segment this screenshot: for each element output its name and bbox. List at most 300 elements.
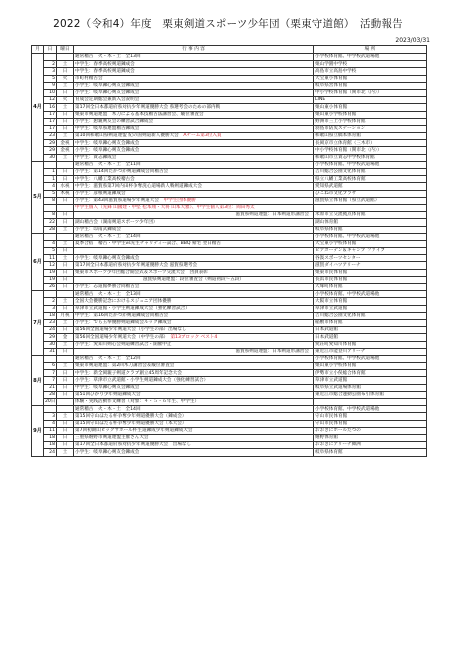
weekday-cell: 日 xyxy=(57,327,74,334)
event-text: 小学生：志道館夢勝合同稽古会 xyxy=(75,284,140,290)
table-row xyxy=(32,420,427,427)
place-cell: LINE xyxy=(314,97,427,104)
table-row xyxy=(32,190,427,197)
event-cell xyxy=(74,133,314,140)
weekday-cell: 日 xyxy=(57,434,74,441)
place-cell: 草津市立武道館 xyxy=(314,377,427,384)
event-text: 栗東市剣道連盟：第2回木刀講習会＆級位審査会 xyxy=(75,363,175,369)
place-cell: 栗山東小学校体育館 xyxy=(314,111,427,118)
place-cell: 小学校体育館、中学校武道場他 xyxy=(314,355,427,362)
header-month: 月 xyxy=(32,46,44,54)
weekday-cell: 日 xyxy=(57,262,74,269)
day-cell: 4 xyxy=(44,240,57,247)
place-cell: 野洲市三上小学校体育館 xyxy=(314,118,427,125)
table-row xyxy=(32,82,427,89)
weekday-cell: 木祝 xyxy=(57,190,74,197)
event-cell xyxy=(74,125,314,132)
weekday-cell: 日 xyxy=(57,219,74,226)
day-cell: 16 xyxy=(44,104,57,111)
event-cell xyxy=(74,384,314,391)
weekday-cell: 日 xyxy=(57,111,74,118)
place-cell: 高島市立高島中学校 xyxy=(314,68,427,75)
event-text: 第15回守山ほたる杯争奪少年剣道優勝大会（錬成会） xyxy=(75,413,187,419)
table-row xyxy=(32,111,427,118)
day-cell: 7 xyxy=(44,377,57,384)
event-cell xyxy=(74,269,314,276)
event-text: 小学生：第14回たかつが剣道錬成会同稽古会 xyxy=(75,169,169,175)
table-row xyxy=(32,413,427,420)
day-cell: 19 xyxy=(44,276,57,283)
day-cell: 12 xyxy=(44,97,57,104)
table-row xyxy=(32,75,427,82)
table-row xyxy=(32,240,427,247)
table-row xyxy=(32,355,427,362)
event-cell xyxy=(74,219,314,226)
event-text: 夏季合宿 稽古・中学生vs先生チャリティー試合、BBQ 帰宅 翌日稽古 xyxy=(75,241,221,247)
month-cell: 7月 xyxy=(32,291,44,356)
place-cell: 伊勢市立小俣総合体育館 xyxy=(314,370,427,377)
place-cell: 岐阜県立武道場体育館 xyxy=(314,384,427,391)
day-cell: 6 xyxy=(44,363,57,370)
event-text: 第56回全国道場少年剣道大会（小学生の部）出場なし xyxy=(75,327,187,333)
table-row xyxy=(32,226,427,233)
weekday-cell: 日 xyxy=(57,269,74,276)
day-cell: 18 xyxy=(44,434,57,441)
event-text: 中学生：第16回たかつが剣道錬成会同稽古会 xyxy=(75,313,169,319)
place-cell: 日本武道館 xyxy=(314,327,427,334)
day-cell: 11 xyxy=(44,427,57,434)
place-cell: 栗山東小学校体育館 xyxy=(314,363,427,370)
place-cell: 稲敷市体育館 xyxy=(314,319,427,326)
event-cell xyxy=(74,240,314,247)
event-cell xyxy=(74,233,314,240)
place-cell: 大宝東小体育館 xyxy=(314,75,427,82)
place-cell: 草津市立武道館 xyxy=(314,305,427,312)
table-row xyxy=(32,147,427,154)
event-cell xyxy=(74,449,314,456)
event-text: 中学生：岐阜錬心剣友会錬成会 xyxy=(75,140,140,146)
place-cell xyxy=(314,399,427,406)
event-text: 通常稽古 火・木・土 全14回 xyxy=(75,406,141,412)
event-text: 三重県嬉野市剣道連盟主催さん大会 xyxy=(75,435,149,441)
table-row xyxy=(32,68,427,75)
place-cell: 小学校体育館、中学校武道場他 xyxy=(314,406,427,413)
table-row xyxy=(32,406,427,413)
weekday-cell: 土 xyxy=(57,449,74,456)
place-cell: 愛荘町愛知川体育館 xyxy=(314,341,427,348)
day-cell: 10 xyxy=(44,89,57,96)
table-body xyxy=(32,54,427,457)
result-text: 中学生個人（先鋒 山國建・中堅 松本翔・大将 山本大雅）、中学生個人第3位：岡田秀太 xyxy=(75,205,255,211)
table-row xyxy=(32,449,427,456)
place-cell: おおきにホールたつの xyxy=(314,427,427,434)
event-text: 栗東市スポーツ少年団総合開会式＆スポーツ交流大会 団員表彰 xyxy=(75,269,208,275)
table-row xyxy=(32,176,427,183)
event-note: Aチーム第3位入賞 xyxy=(178,133,222,139)
table-row xyxy=(32,276,427,283)
weekday-cell xyxy=(57,291,74,298)
table-row xyxy=(32,183,427,190)
event-cell xyxy=(74,255,314,262)
event-text: 小学生：印南式錬成会 xyxy=(75,226,121,232)
event-cell xyxy=(74,75,314,82)
place-cell: ピアガーデン＆キャンプ ファイブ xyxy=(314,248,427,255)
table-row xyxy=(32,89,427,96)
event-cell xyxy=(74,204,314,211)
event-text: 中学生：岐阜県連盟稽古錬成会 xyxy=(75,126,140,132)
place-cell: 栗山東小体育館 xyxy=(314,104,427,111)
day-cell: 5 xyxy=(44,190,57,197)
event-cell xyxy=(74,348,314,355)
event-text: 小学生：岐阜錬心剣友会錬成会 xyxy=(75,90,140,96)
table-row xyxy=(32,169,427,176)
event-cell xyxy=(74,284,314,291)
event-cell xyxy=(74,319,314,326)
table-row xyxy=(32,104,427,111)
day-cell: 20日 xyxy=(45,399,56,405)
event-cell xyxy=(74,291,314,298)
result-text: 中学生団体優勝 xyxy=(158,198,196,204)
day-cell: 24 xyxy=(44,449,57,456)
place-cell: 嬉野体育館 xyxy=(314,434,427,441)
day-cell: 12 xyxy=(44,262,57,269)
day-cell: 29 xyxy=(44,334,57,341)
event-text: 体験・実践活動作文練習（対象：４・５・６年生、中学生） xyxy=(75,399,200,405)
table-row xyxy=(32,370,427,377)
day-cell: 7 xyxy=(44,370,57,377)
weekday-cell: 日 xyxy=(57,420,74,427)
place-cell: 大宝東小学校体育館 xyxy=(314,240,427,247)
place-cell: ひこね市文化プラザ xyxy=(314,190,427,197)
event-cell xyxy=(74,413,314,420)
table-row xyxy=(32,233,427,240)
event-cell xyxy=(74,262,314,269)
event-cell xyxy=(74,154,314,161)
event-cell xyxy=(74,406,314,413)
event-text: 第15回守山ほたる杯争奪少年剣道優勝大会（本大会） xyxy=(75,420,187,426)
weekday-cell: 土 xyxy=(57,82,74,89)
weekday-cell: 土 xyxy=(57,154,74,161)
weekday-cell: 日 xyxy=(57,370,74,377)
place-cell: 小学校体育館、中学校武道場他 xyxy=(314,161,427,168)
weekday-cell: 日 xyxy=(57,305,74,312)
day-cell: 1 xyxy=(44,169,57,176)
place-cell: 滋賀県立体育館（県立武道館） xyxy=(314,197,427,204)
event-text: 小学生：でら玉拳優勝剣道錬成会ルック錬成会 xyxy=(75,320,172,326)
day-cell: 5 xyxy=(44,248,57,255)
place-cell: 吉川総合公園文化体育館 xyxy=(314,169,427,176)
day-cell: 22 xyxy=(44,219,57,226)
table-header-row xyxy=(32,46,427,54)
day-cell xyxy=(44,204,57,211)
event-cell xyxy=(74,183,314,190)
table-row xyxy=(32,262,427,269)
weekday-cell: 土 xyxy=(57,413,74,420)
place-cell: 東近江市能登川アリーナ xyxy=(314,348,427,355)
place-cell: 小学校体育館、中学校武道場他 xyxy=(314,291,427,298)
event-cell xyxy=(74,97,314,104)
event-text: 中学生：新全岡親子剣道クラブ創立45周年記念大会 xyxy=(75,370,182,376)
event-text: 通常稽古 火・木・土 全12回 xyxy=(75,356,141,362)
weekday-cell: 日 xyxy=(57,89,74,96)
event-text: 小学生：岐阜錬心剣友会錬成会 xyxy=(75,255,140,261)
event-text: 小学生：草津市立武道館・小学生剣道錬成大会（強化練習試合） xyxy=(75,377,209,383)
day-cell: 29 xyxy=(44,147,57,154)
table-row xyxy=(32,348,427,355)
weekday-cell: 日 xyxy=(57,118,74,125)
place-cell: 中小学校体育館（関市北〈内〉） xyxy=(314,147,427,154)
place-cell: 日本武道館 xyxy=(314,334,427,341)
table-row xyxy=(32,125,427,132)
header-event: 行 事 内 容 xyxy=(74,46,314,54)
day-cell: 18 xyxy=(44,312,57,319)
header-weekday: 曜日 xyxy=(57,46,74,54)
day-cell: 19 xyxy=(44,269,57,276)
month-cell: 8月 xyxy=(32,355,44,405)
event-cell xyxy=(74,140,314,147)
place-cell: 岐阜県営体育館 xyxy=(314,82,427,89)
day-cell: 8 xyxy=(44,212,57,219)
event-cell xyxy=(74,169,314,176)
report-date: 2023/03/31 xyxy=(395,37,430,44)
event-text: 第17回全日本都道府県対抗少年剣道優勝大会 県選考会のための部内戦 xyxy=(75,104,221,110)
event-text: 第17回全日本都道府県対抗少年剣道優勝大会 出場なし xyxy=(75,442,192,448)
weekday-cell: 日 xyxy=(57,68,74,75)
weekday-cell: 火 xyxy=(57,75,74,82)
table-row xyxy=(32,118,427,125)
weekday-cell: 水祝 xyxy=(57,183,74,190)
event-cell xyxy=(74,161,314,168)
place-cell: 小学校体育館、中学校武道場他 xyxy=(314,54,427,61)
weekday-cell xyxy=(57,355,74,362)
weekday-cell: 日 xyxy=(57,212,74,219)
weekday-cell xyxy=(57,406,74,413)
event-text: 滋賀県剣道連盟：日本剣道形講習会 xyxy=(235,349,309,355)
event-text: 草津市立武道館・小学生剣道錬成大会（強化練習試合） xyxy=(75,305,190,311)
event-cell xyxy=(74,355,314,362)
table-row xyxy=(32,269,427,276)
place-cell: 米原市立交流拠点体育館 xyxy=(314,212,427,219)
activity-table xyxy=(31,45,427,457)
table-row xyxy=(32,161,427,168)
table-row xyxy=(32,399,427,406)
event-text: 中学生：春季高校剣道錬成会 xyxy=(75,61,135,67)
event-cell xyxy=(74,68,314,75)
event-cell xyxy=(74,434,314,441)
event-text: 通常稽古 火・木・土 全13回 xyxy=(75,54,141,60)
weekday-cell: 金 xyxy=(57,334,74,341)
event-cell xyxy=(74,427,314,434)
table-row xyxy=(32,204,427,211)
weekday-cell xyxy=(57,54,74,61)
place-cell: 長岡京市立体育館（三木市） xyxy=(314,140,427,147)
event-cell xyxy=(74,363,314,370)
weekday-cell: 日 xyxy=(57,169,74,176)
day-cell xyxy=(44,291,57,298)
event-text: 小学生：岐阜錬心剣友会錬成会 xyxy=(75,449,140,455)
month-cell: 6月 xyxy=(32,233,44,291)
event-cell xyxy=(74,61,314,68)
day-cell: 23 xyxy=(44,319,57,326)
day-cell xyxy=(44,161,57,168)
weekday-cell: 日 xyxy=(57,276,74,283)
event-cell xyxy=(74,104,314,111)
weekday-cell: 日 xyxy=(57,384,74,391)
event-cell xyxy=(74,370,314,377)
event-cell xyxy=(74,341,314,348)
event-text: 第10回和歌山県剣道連盟 紀の国剣道新人優勝大会 xyxy=(75,133,179,139)
place-cell: 大塚町体育館 xyxy=(314,284,427,291)
table-row xyxy=(32,427,427,434)
place-cell: おおきにアリーナ舞洲 xyxy=(314,442,427,449)
day-cell: 17 xyxy=(44,118,57,125)
event-cell xyxy=(74,391,314,398)
weekday-cell: 土 xyxy=(57,319,74,326)
place-cell: 和歌山県立橋本体育館 xyxy=(314,133,427,140)
event-text: 小学生：第43回滋賀県道場少年剣道大会 xyxy=(75,198,159,204)
event-text: 通常稽古 火・木・土 全14回 xyxy=(75,234,141,240)
page-title: 2022（令和4）年度 栗東剣道スポーツ少年団（栗東守道館） 活動報告 xyxy=(53,18,403,30)
table-row xyxy=(32,434,427,441)
place-cell: 東近江市総合運動公園布引体育館 xyxy=(314,391,427,398)
table-row xyxy=(32,291,427,298)
day-cell: 23 xyxy=(44,133,57,140)
table-row xyxy=(32,334,427,341)
event-text: 栗東市剣道連盟 木刀による基本技稽古法講習会、級位審査会 xyxy=(75,111,204,117)
table-row xyxy=(32,312,427,319)
day-cell xyxy=(44,54,57,61)
table-row xyxy=(32,61,427,68)
day-cell: 28 xyxy=(44,391,57,398)
month-cell: 5月 xyxy=(32,161,44,233)
weekday-cell: 土 xyxy=(57,240,74,247)
event-cell xyxy=(74,420,314,427)
table-row xyxy=(32,219,427,226)
weekday-cell: 土 xyxy=(57,363,74,370)
place-cell: 滋賀ダイハツアリーナ xyxy=(314,262,427,269)
weekday-cell: 金祝 xyxy=(57,140,74,147)
event-cell xyxy=(74,82,314,89)
place-cell: 中小学校体育館（関市北〈内〉） xyxy=(314,89,427,96)
event-cell xyxy=(74,118,314,125)
place-cell: 守山市民体育館 xyxy=(314,413,427,420)
day-cell: 30 xyxy=(44,341,57,348)
weekday-cell: 日 xyxy=(57,427,74,434)
event-text: 中学生：滋賀県第7回内田杯争奪洗心道場新人戦剣道錬成大会 xyxy=(75,183,202,189)
event-text: 育成会定期総会兼新入会説明会 xyxy=(75,97,140,103)
weekday-cell: 日 xyxy=(57,176,74,183)
day-cell: 21 xyxy=(44,384,57,391)
place-cell: 小学校体育館、中学校武道場他 xyxy=(314,233,427,240)
weekday-cell: 土 xyxy=(57,133,74,140)
table-row xyxy=(32,363,427,370)
weekday-cell: 土 xyxy=(57,104,74,111)
event-text: 通常稽古 火・木・土 全13回 xyxy=(75,291,141,297)
day-cell: 31 xyxy=(44,348,57,355)
place-cell: 愛知県武道館 xyxy=(314,183,427,190)
event-cell xyxy=(74,377,314,384)
place-cell: 県立八幡工業高校体育館 xyxy=(314,176,427,183)
event-text: 第56回全国道場少年剣道大会（中学生の部） xyxy=(75,334,166,340)
event-cell xyxy=(74,312,314,319)
event-text: 小学生：懇親剣友会の練習試合錬成会 xyxy=(75,119,154,125)
event-text: 小学生：彦根剣道錬成会 xyxy=(75,190,126,196)
place-cell: 岐阜県体育館 xyxy=(314,226,427,233)
weekday-cell: 日 xyxy=(57,284,74,291)
event-text: 全国大会優勝記念におけるスジュニア団体優勝 xyxy=(75,298,172,304)
result-text: 第13ブロック ベスト4 xyxy=(165,334,218,340)
weekday-cell xyxy=(57,233,74,240)
weekday-cell: 金祝 xyxy=(57,147,74,154)
event-text: 中学生：春季高校剣道錬成会 xyxy=(75,68,135,74)
event-cell xyxy=(74,226,314,233)
place-cell: 岐阜県体育館 xyxy=(314,449,427,456)
table-row xyxy=(32,341,427,348)
table-row xyxy=(32,327,427,334)
event-cell xyxy=(74,327,314,334)
event-text: 湖山稽古会（湖南剣道スポーツ少年団） xyxy=(75,219,158,225)
place-cell: 和歌山市立貴志中学校体育館 xyxy=(314,154,427,161)
table-row xyxy=(32,197,427,204)
table-row xyxy=(32,248,427,255)
day-cell: 1 xyxy=(44,176,57,183)
weekday-cell xyxy=(57,204,74,211)
place-cell: 守山市民体育館 xyxy=(314,420,427,427)
table-row xyxy=(32,377,427,384)
table-row xyxy=(32,54,427,61)
table-row xyxy=(32,255,427,262)
day-cell: 29 xyxy=(44,140,57,147)
event-text: 中学生：岐阜錬心剣友会錬成会 xyxy=(75,384,140,390)
table-row xyxy=(32,384,427,391)
table-row xyxy=(32,391,427,398)
day-cell: 17 xyxy=(44,125,57,132)
event-text: 通常稽古 火・木・土 全11回 xyxy=(75,162,141,168)
place-cell xyxy=(314,204,427,211)
event-text: 中学生：八幡工業高校稽古会 xyxy=(75,176,135,182)
weekday-cell xyxy=(57,161,74,168)
day-cell: 18 xyxy=(44,442,57,449)
place-cell: 湖山体育館 xyxy=(314,219,427,226)
place-cell: 谷汲スポーツセンター xyxy=(314,255,427,262)
header-place: 場 所 xyxy=(314,46,427,54)
place-cell: 栗山学園中学校 xyxy=(314,61,427,68)
table-row xyxy=(32,442,427,449)
event-text: 第51回ひかり少年剣道錬成大会 xyxy=(75,392,141,398)
event-text: 第7回初期山ビックサホール杯生道錬成少年剣道錬成大会 xyxy=(75,428,193,434)
day-cell: 3 xyxy=(44,413,57,420)
day-cell: 5 xyxy=(44,75,57,82)
table-row xyxy=(32,154,427,161)
table-row xyxy=(32,133,427,140)
event-cell xyxy=(74,89,314,96)
event-text: 滋賀県剣道連盟：段位審査会（剣道初段〜五段） xyxy=(142,277,245,283)
event-cell xyxy=(74,212,314,219)
event-cell xyxy=(74,334,314,341)
weekday-cell: 土 xyxy=(57,341,74,348)
event-cell xyxy=(74,442,314,449)
weekday-cell: 火 xyxy=(57,97,74,104)
table-row xyxy=(32,298,427,305)
header-day: 日 xyxy=(44,46,57,54)
event-cell xyxy=(74,197,314,204)
weekday-cell: 日 xyxy=(57,197,74,204)
day-cell: 3 xyxy=(44,305,57,312)
event-cell xyxy=(74,305,314,312)
event-text: 滋賀県剣道連盟：日本剣道形講習会 xyxy=(235,212,309,218)
weekday-cell: 日 xyxy=(57,248,74,255)
weekday-cell: 日 xyxy=(57,442,74,449)
